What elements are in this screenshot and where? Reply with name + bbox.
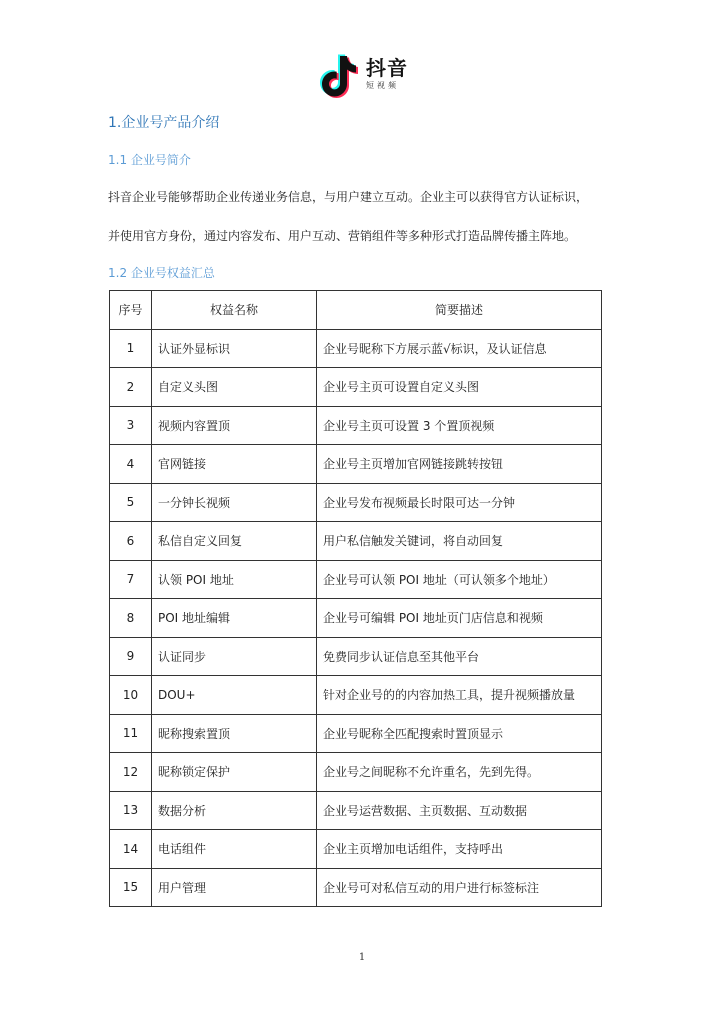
- cell-no: 5: [110, 483, 152, 522]
- logo-sub-text: 短视频: [366, 81, 399, 90]
- cell-desc: 企业号主页可设置自定义头图: [317, 368, 602, 407]
- cell-no: 14: [110, 830, 152, 869]
- cell-name: 官网链接: [152, 445, 317, 484]
- cell-name: 认证外显标识: [152, 329, 317, 368]
- header-no: 序号: [110, 291, 152, 330]
- table-row: [110, 445, 602, 484]
- cell-name: 电话组件: [152, 830, 317, 869]
- cell-desc: 用户私信触发关键词，将自动回复: [317, 522, 602, 561]
- cell-no: 4: [110, 445, 152, 484]
- cell-desc: 企业号昵称下方展示蓝√标识，及认证信息: [317, 329, 602, 368]
- cell-name: 认领 POI 地址: [152, 560, 317, 599]
- douyin-note-icon: [318, 50, 360, 98]
- table-row: [110, 406, 602, 445]
- cell-no: 8: [110, 599, 152, 638]
- table-row: [110, 791, 602, 830]
- heading-rights-summary: 1.2 企业号权益汇总: [108, 266, 215, 280]
- table-header-row: [110, 291, 602, 330]
- cell-desc: 企业主页增加电话组件，支持呼出: [317, 830, 602, 869]
- cell-name: 认证同步: [152, 637, 317, 676]
- table-row: [110, 560, 602, 599]
- cell-desc: 企业号运营数据、主页数据、互动数据: [317, 791, 602, 830]
- table-row: [110, 676, 602, 715]
- cell-desc: 免费同步认证信息至其他平台: [317, 637, 602, 676]
- cell-desc: 企业号发布视频最长时限可达一分钟: [317, 483, 602, 522]
- cell-no: 15: [110, 868, 152, 907]
- rights-table: [109, 290, 602, 907]
- cell-name: POI 地址编辑: [152, 599, 317, 638]
- cell-desc: 企业号主页增加官网链接跳转按钮: [317, 445, 602, 484]
- table-row: [110, 753, 602, 792]
- header-desc: 简要描述: [317, 291, 602, 330]
- cell-desc: 针对企业号的的内容加热工具，提升视频播放量: [317, 676, 602, 715]
- heading-product-intro: 1.企业号产品介绍: [108, 115, 220, 131]
- cell-desc: 企业号可对私信互动的用户进行标签标注: [317, 868, 602, 907]
- cell-desc: 企业号可认领 POI 地址（可认领多个地址）: [317, 560, 602, 599]
- cell-name: 私信自定义回复: [152, 522, 317, 561]
- table-row: [110, 329, 602, 368]
- intro-paragraph-line-1: 抖音企业号能够帮助企业传递业务信息，与用户建立互动。企业主可以获得官方认证标识，: [108, 190, 589, 204]
- cell-no: 2: [110, 368, 152, 407]
- page-number: 1: [358, 952, 366, 963]
- cell-no: 1: [110, 329, 152, 368]
- header-name: 权益名称: [152, 291, 317, 330]
- cell-name: 昵称锁定保护: [152, 753, 317, 792]
- cell-desc: 企业号可编辑 POI 地址页门店信息和视频: [317, 599, 602, 638]
- cell-name: DOU+: [152, 676, 317, 715]
- cell-name: 昵称搜索置顶: [152, 714, 317, 753]
- table-row: [110, 868, 602, 907]
- table-row: [110, 522, 602, 561]
- cell-desc: 企业号昵称全匹配搜索时置顶显示: [317, 714, 602, 753]
- cell-no: 7: [110, 560, 152, 599]
- douyin-logo: [318, 50, 408, 98]
- cell-no: 9: [110, 637, 152, 676]
- table-row: [110, 637, 602, 676]
- cell-name: 用户管理: [152, 868, 317, 907]
- cell-no: 6: [110, 522, 152, 561]
- table-row: [110, 599, 602, 638]
- cell-no: 11: [110, 714, 152, 753]
- cell-desc: 企业号之间昵称不允许重名，先到先得。: [317, 753, 602, 792]
- cell-name: 自定义头图: [152, 368, 317, 407]
- table-row: [110, 368, 602, 407]
- table-row: [110, 483, 602, 522]
- logo-main-text: 抖音: [366, 56, 408, 80]
- cell-no: 3: [110, 406, 152, 445]
- logo-wordmark: [366, 57, 408, 91]
- heading-enterprise-intro: 1.1 企业号简介: [108, 153, 191, 167]
- cell-name: 一分钟长视频: [152, 483, 317, 522]
- cell-no: 10: [110, 676, 152, 715]
- table-row: [110, 830, 602, 869]
- cell-name: 数据分析: [152, 791, 317, 830]
- intro-paragraph-line-2: 并使用官方身份，通过内容发布、用户互动、营销组件等多种形式打造品牌传播主阵地。: [108, 229, 577, 243]
- cell-no: 12: [110, 753, 152, 792]
- cell-name: 视频内容置顶: [152, 406, 317, 445]
- cell-desc: 企业号主页可设置 3 个置顶视频: [317, 406, 602, 445]
- cell-no: 13: [110, 791, 152, 830]
- table-row: [110, 714, 602, 753]
